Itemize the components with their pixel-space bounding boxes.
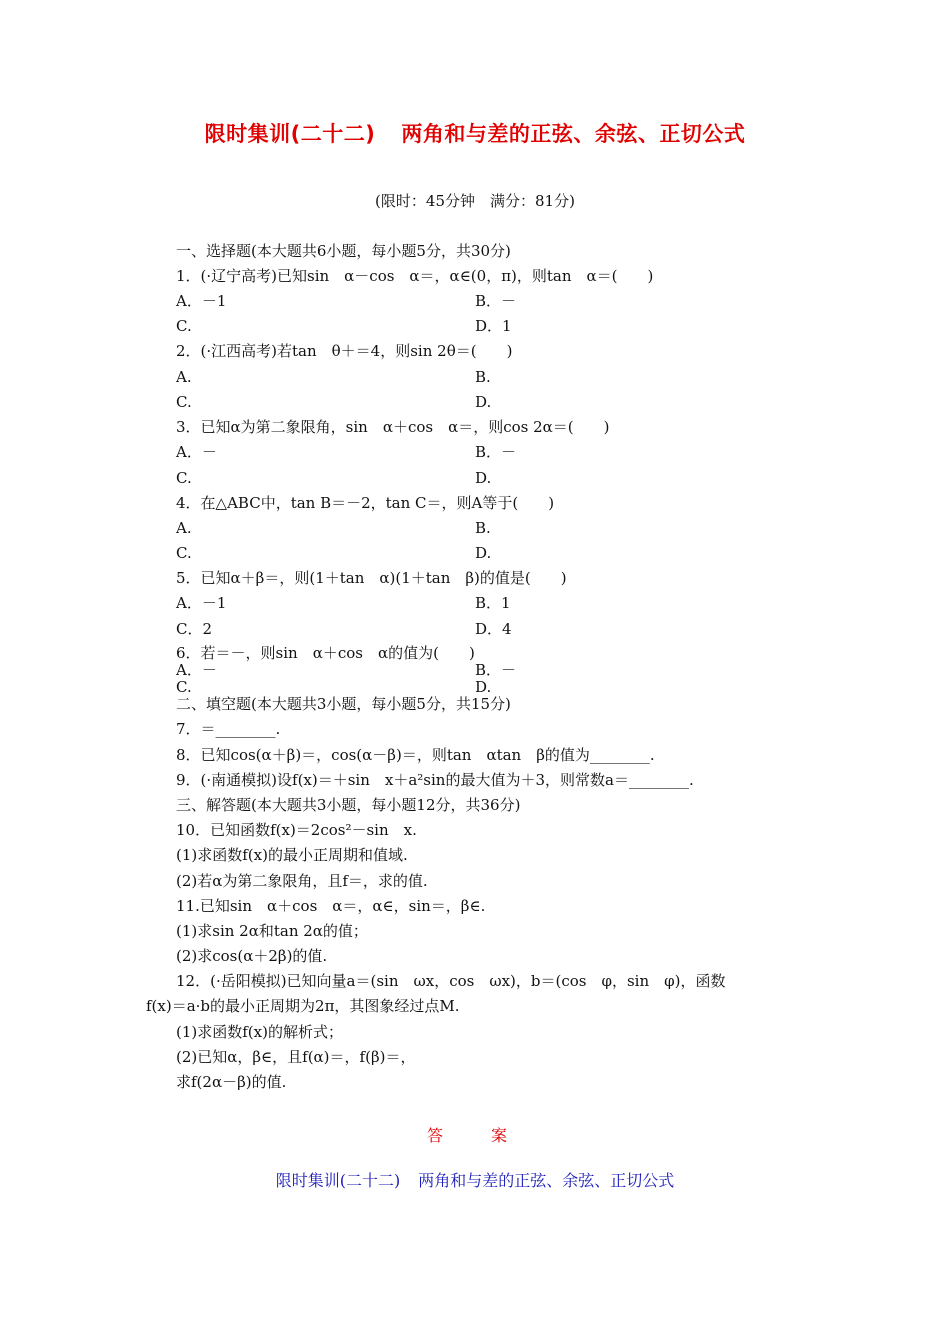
question-7: 7．＝________. <box>176 720 281 738</box>
q3-option-b: B．－ <box>475 443 517 461</box>
q4-option-a: A. <box>176 519 192 537</box>
question-11-part-1: (1)求sin 2α和tan 2α的值； <box>176 922 368 940</box>
q1-option-b: B．－ <box>475 292 517 310</box>
q5-option-a: A．－1 <box>176 594 227 612</box>
section-choice-heading: 一、选择题(本大题共6小题，每小题5分，共30分) <box>176 242 511 260</box>
question-9: 9．(·南通模拟)设f(x)＝＋sin x＋a²sin的最大值为＋3，则常数a＝________. <box>176 771 694 789</box>
q6-option-c: C. <box>176 678 192 696</box>
question-12: 12．(·岳阳模拟)已知向量a＝(sin ωx，cos ωx)，b＝(cos φ，sin φ)，函数 <box>176 972 726 990</box>
question-3: 3．已知α为第二象限角，sin α＋cos α＝，则cos 2α＝( ) <box>176 418 610 436</box>
answer-subtitle <box>0 1168 950 1191</box>
question-11: 11.已知sin α＋cos α＝，α∈，sin＝，β∈. <box>176 897 486 915</box>
q5-option-d: D．4 <box>475 620 512 638</box>
q6-option-d: D. <box>475 678 492 696</box>
q4-option-b: B. <box>475 519 491 537</box>
q1-option-a: A．－1 <box>176 292 227 310</box>
question-12-part-3: 求f(2α－β)的值. <box>176 1073 287 1091</box>
section-solve-heading: 三、解答题(本大题共3小题，每小题12分，共36分) <box>176 796 521 814</box>
page-title <box>0 118 950 148</box>
q3-option-d: D. <box>475 469 492 487</box>
question-12-part-2: (2)已知α，β∈，且f(α)＝，f(β)＝， <box>176 1048 416 1066</box>
q4-option-d: D. <box>475 544 492 562</box>
question-10-part-2: (2)若α为第二象限角，且f＝，求的值. <box>176 872 428 890</box>
question-11-part-2: (2)求cos(α＋2β)的值. <box>176 947 328 965</box>
q6-option-a: A．－ <box>176 661 217 679</box>
question-10-part-1: (1)求函数f(x)的最小正周期和值域. <box>176 846 408 864</box>
q1-option-c: C. <box>176 317 192 335</box>
q5-option-b: B．1 <box>475 594 511 612</box>
q5-option-c: C．2 <box>176 620 213 638</box>
q2-option-d: D. <box>475 393 492 411</box>
q3-option-c: C. <box>176 469 192 487</box>
question-2: 2．(·江西高考)若tan θ＋＝4，则sin 2θ＝( ) <box>176 342 513 360</box>
question-8: 8．已知cos(α＋β)＝，cos(α－β)＝，则tan αtan β的值为________. <box>176 746 655 764</box>
time-score-info: (限时：45分钟 满分：81分) <box>375 192 575 210</box>
question-12-part-1: (1)求函数f(x)的解析式； <box>176 1023 343 1041</box>
q3-option-a: A．－ <box>176 443 217 461</box>
question-12-continued: f(x)＝a·b的最小正周期为2π，其图象经过点M. <box>146 997 460 1015</box>
q2-option-c: C. <box>176 393 192 411</box>
answer-heading: 答 案 <box>426 1126 523 1145</box>
q1-option-d: D．1 <box>475 317 512 335</box>
question-5: 5．已知α＋β＝，则(1＋tan α)(1＋tan β)的值是( ) <box>176 569 567 587</box>
title-left: 限时集训(二十二) <box>204 122 376 146</box>
q2-option-a: A. <box>176 368 192 386</box>
answer-subtitle-right: 两角和与差的正弦、余弦、正切公式 <box>418 1171 675 1190</box>
q4-option-c: C. <box>176 544 192 562</box>
q6-option-b: B．－ <box>475 661 517 679</box>
title-right: 两角和与差的正弦、余弦、正切公式 <box>401 122 746 146</box>
question-10: 10．已知函数f(x)＝2cos²－sin x. <box>176 821 417 839</box>
question-4: 4．在△ABC中，tan B＝－2，tan C＝，则A等于( ) <box>176 494 555 512</box>
question-1: 1．(·辽宁高考)已知sin α－cos α＝，α∈(0，π)，则tan α＝( ) <box>176 267 654 285</box>
question-6: 6．若＝－，则sin α＋cos α的值为( ) <box>176 644 475 662</box>
q2-option-b: B. <box>475 368 491 386</box>
answer-subtitle-left: 限时集训(二十二) <box>275 1171 401 1190</box>
section-fill-heading: 二、填空题(本大题共3小题，每小题5分，共15分) <box>176 695 511 713</box>
